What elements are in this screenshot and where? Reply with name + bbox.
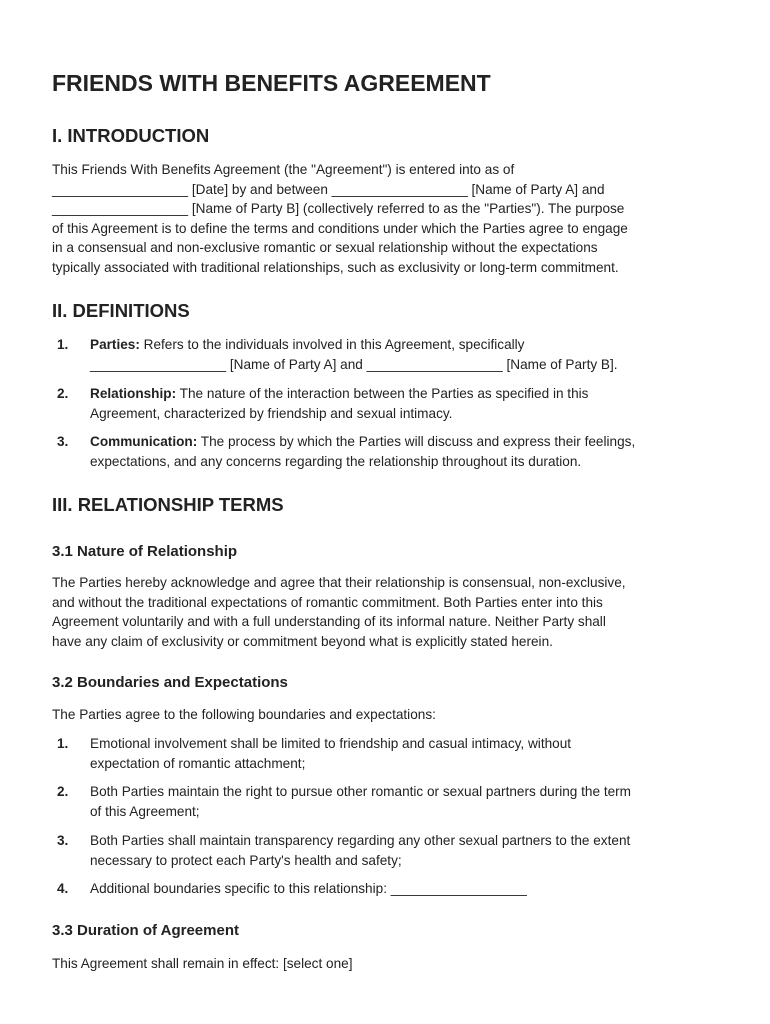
boundary-item <box>52 831 722 870</box>
list-number: 3. <box>57 833 69 848</box>
boundary-item <box>52 734 722 773</box>
nature-line: have any claim of exclusivity or commitment beyond what is explicitly stated herein. <box>52 633 553 649</box>
subsection-heading-nature: 3.1 Nature of Relationship <box>52 543 238 560</box>
definition-text: __________________ [Name of Party A] and __________________ [Name of Party B]. <box>90 356 618 372</box>
definition-term: Parties: <box>90 337 140 352</box>
boundary-text: Emotional involvement shall be limited to friendship and casual intimacy, without <box>90 736 572 751</box>
list-number: 4. <box>57 881 69 896</box>
boundaries-intro: The Parties agree to the following boundaries and expectations: <box>52 707 436 722</box>
list-number: 1. <box>57 736 69 751</box>
list-number: 2. <box>57 784 69 799</box>
section-heading-definitions: II. DEFINITIONS <box>52 300 190 321</box>
boundary-text: Both Parties maintain the right to pursue other romantic or sexual partners during the term <box>90 784 632 799</box>
subsection-heading-duration: 3.3 Duration of Agreement <box>52 922 239 939</box>
nature-paragraph <box>52 573 722 651</box>
boundary-text: necessary to protect each Party's health and safety; <box>90 852 402 868</box>
list-number: 1. <box>57 337 69 352</box>
definition-text: Agreement, characterized by friendship and sexual intimacy. <box>90 405 453 421</box>
definition-item-communication <box>52 432 722 471</box>
boundary-item <box>52 782 722 821</box>
intro-line: in a consensual and non-exclusive romantic or sexual relationship without the expectations <box>52 240 598 255</box>
intro-line: This Friends With Benefits Agreement (the "Agreement") is entered into as of <box>52 162 515 177</box>
definition-text: expectations, and any concerns regarding the relationship throughout its duration. <box>90 453 582 469</box>
section-heading-introduction: I. INTRODUCTION <box>52 125 210 146</box>
boundary-item <box>52 879 722 899</box>
introduction-paragraph <box>52 160 722 277</box>
nature-line: Agreement voluntarily and with a full understanding of its informal nature. Neither Party shall <box>52 614 606 629</box>
definition-term: Communication: <box>90 434 198 449</box>
definition-text: The nature of the interaction between the Parties as specified in this <box>176 386 589 401</box>
definition-text: Refers to the individuals involved in this Agreement, specifically <box>139 337 525 352</box>
subsection-heading-boundaries: 3.2 Boundaries and Expectations <box>52 674 288 691</box>
boundary-text: Both Parties shall maintain transparency regarding any other sexual partners to the extent <box>90 833 631 848</box>
boundary-text: Additional boundaries specific to this relationship: __________________ <box>90 881 527 896</box>
intro-line: typically associated with traditional relationships, such as exclusivity or long-term commitment. <box>52 259 619 275</box>
document-title: FRIENDS WITH BENEFITS AGREEMENT <box>52 70 491 96</box>
intro-line: of this Agreement is to define the terms and conditions under which the Parties agree to engage <box>52 220 628 236</box>
boundary-text: of this Agreement; <box>90 803 200 819</box>
definition-term: Relationship: <box>90 386 177 401</box>
duration-paragraph: This Agreement shall remain in effect: [select one] <box>52 956 353 971</box>
list-number: 3. <box>57 434 69 449</box>
intro-line: __________________ [Name of Party B] (collectively referred to as the "Parties"). The purpose <box>52 201 625 216</box>
section-heading-relationship-terms: III. RELATIONSHIP TERMS <box>52 494 284 515</box>
definition-item-parties <box>52 335 722 374</box>
nature-line: and without the traditional expectations of romantic commitment. Both Parties enter into this <box>52 594 603 610</box>
nature-line: The Parties hereby acknowledge and agree that their relationship is consensual, non-exclusive, <box>52 575 626 590</box>
intro-line: __________________ [Date] by and between __________________ [Name of Party A] and <box>52 181 605 197</box>
definition-text: The process by which the Parties will discuss and express their feelings, <box>197 434 636 449</box>
definition-item-relationship <box>52 384 722 423</box>
boundary-text: expectation of romantic attachment; <box>90 755 306 771</box>
list-number: 2. <box>57 386 69 401</box>
